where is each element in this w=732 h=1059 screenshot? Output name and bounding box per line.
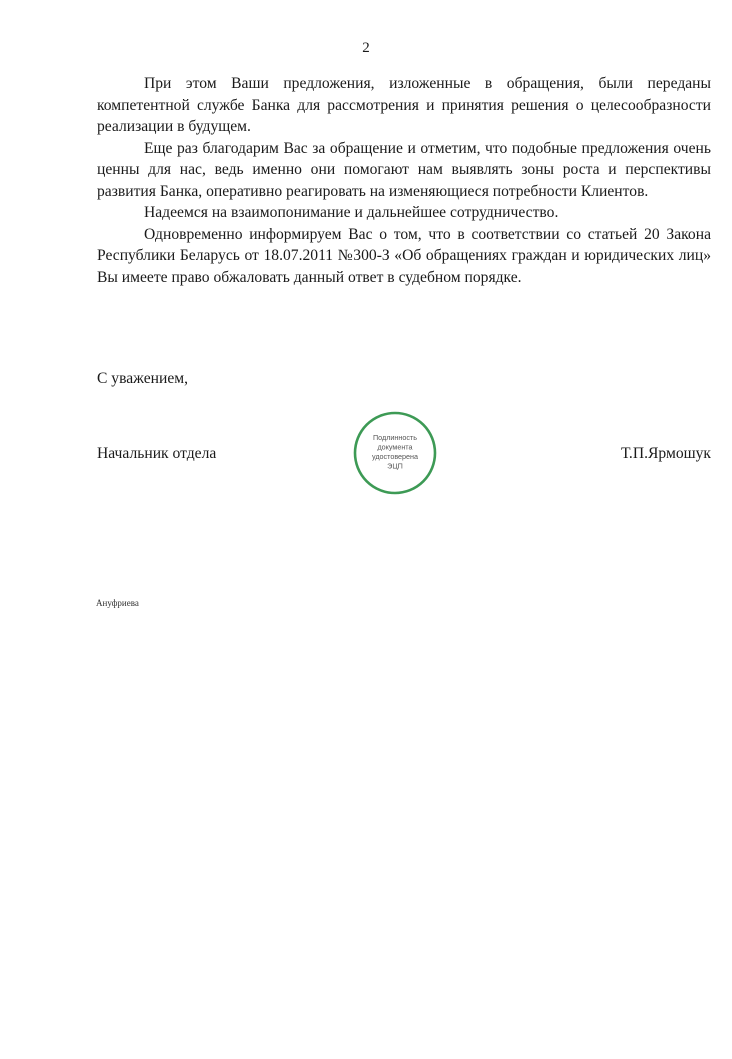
paragraph-thanks: Еще раз благодарим Вас за обращение и отметим, что подобные предложения очень ценны для нас, ведь именно они помогают нам выявлять зоны роста и перспективы развития Банка, оперативно реагировать на изменяющиеся потребности Клиентов. <box>97 139 711 200</box>
paragraph-appeal-rights: Одновременно информируем Вас о том, что в соответствии со статьей 20 Закона Республики Беларусь от 18.07.2011 №300-З «Об обращениях граждан и юридических лиц» Вы имеете право обжаловать данный ответ в судебном порядке. <box>97 225 711 286</box>
signer-position: Начальник отдела <box>97 445 217 462</box>
executor-name: Ануфриева <box>96 598 139 608</box>
stamp-line: Подлинность <box>373 433 417 442</box>
letter-body <box>97 73 711 288</box>
paragraph-understanding: Надеемся на взаимопонимание и дальнейшее сотрудничество. <box>144 204 559 221</box>
signer-name: Т.П.Ярмошук <box>620 445 711 462</box>
stamp-line: документа <box>377 442 413 452</box>
page-number: 2 <box>362 40 370 56</box>
stamp-line: удостоверена <box>371 452 419 461</box>
paragraph-proposals-forwarded: При этом Ваши предложения, изложенные в обращения, были переданы компетентной службе Банка для рассмотрения и принятия решения о целесообразности реализации в будущем. <box>97 75 711 135</box>
stamp-line: ЭЦП <box>387 461 403 471</box>
digital-signature-stamp <box>352 410 438 496</box>
closing-phrase: С уважением, <box>97 370 189 387</box>
